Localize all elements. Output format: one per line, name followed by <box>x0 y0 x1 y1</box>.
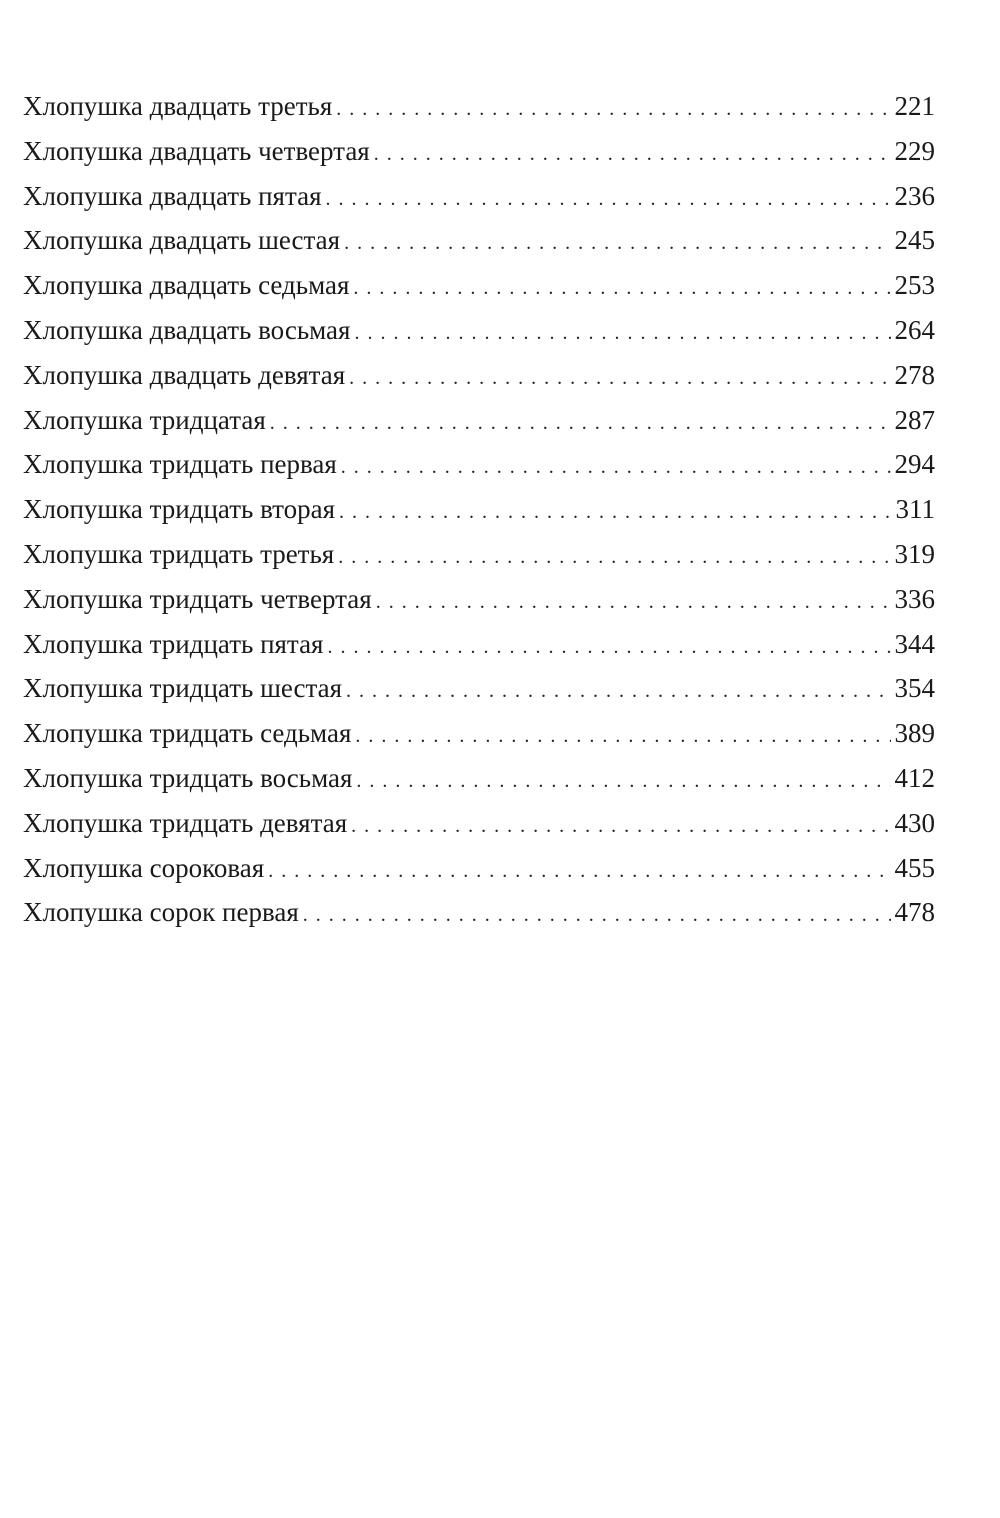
toc-entry-title: Хлопушка тридцать третья <box>23 538 335 569</box>
toc-dot-leader <box>376 580 891 625</box>
toc-entry-title: Хлопушка двадцать шестая <box>23 225 341 256</box>
toc-dot-leader <box>339 490 892 535</box>
toc-entry-title: Хлопушка двадцать четвертая <box>23 135 370 166</box>
toc-entry <box>23 84 935 129</box>
toc-entry-page: 336 <box>894 583 935 614</box>
toc-entry-page: 389 <box>894 718 935 749</box>
toc-dot-leader <box>268 849 890 894</box>
toc-entry-page: 264 <box>894 314 935 345</box>
toc-entry <box>23 756 935 801</box>
toc-entry <box>23 174 935 219</box>
toc-entry <box>23 711 935 756</box>
toc-entry-title: Хлопушка тридцатая <box>23 404 266 435</box>
toc-entry-page: 478 <box>894 897 935 928</box>
table-of-contents <box>23 84 935 935</box>
toc-dot-leader <box>351 804 890 849</box>
toc-entry-page: 294 <box>894 449 935 480</box>
toc-entry-page: 412 <box>894 762 935 793</box>
toc-entry <box>23 398 935 443</box>
toc-entry <box>23 129 935 174</box>
toc-dot-leader <box>355 714 890 759</box>
toc-entry-page: 221 <box>894 91 935 121</box>
toc-entry-page: 253 <box>894 270 935 301</box>
toc-entry-page: 245 <box>894 225 935 256</box>
toc-dot-leader <box>270 401 891 446</box>
toc-dot-leader <box>326 177 891 222</box>
toc-entry-page: 311 <box>895 494 935 525</box>
toc-entry-title: Хлопушка тридцать первая <box>23 449 337 480</box>
toc-entry-page: 236 <box>894 180 935 211</box>
toc-dot-leader <box>303 893 891 938</box>
toc-entry-title: Хлопушка двадцать третья <box>23 91 333 121</box>
toc-entry-title: Хлопушка двадцать седьмая <box>23 270 350 301</box>
toc-entry-title: Хлопушка сороковая <box>23 852 265 883</box>
toc-dot-leader <box>346 669 890 714</box>
toc-entry <box>23 353 935 398</box>
toc-entry-page: 344 <box>894 628 935 659</box>
toc-dot-leader <box>374 132 891 177</box>
toc-entry-title: Хлопушка тридцать четвертая <box>23 583 372 614</box>
toc-entry-title: Хлопушка тридцать вторая <box>23 494 335 525</box>
toc-entry <box>23 622 935 667</box>
toc-entry <box>23 532 935 577</box>
toc-dot-leader <box>349 356 890 401</box>
toc-entry <box>23 846 935 891</box>
toc-entry <box>23 487 935 532</box>
toc-entry-title: Хлопушка двадцать пятая <box>23 180 322 211</box>
toc-entry <box>23 308 935 353</box>
toc-entry-page: 229 <box>894 135 935 166</box>
toc-dot-leader <box>327 625 890 670</box>
toc-entry-title: Хлопушка тридцать седьмая <box>23 718 352 749</box>
toc-entry-page: 287 <box>894 404 935 435</box>
toc-entry-title: Хлопушка сорок первая <box>23 897 299 928</box>
toc-dot-leader <box>356 759 890 804</box>
toc-entry <box>23 890 935 935</box>
toc-entry-page: 354 <box>894 673 935 704</box>
toc-entry-title: Хлопушка тридцать восьмая <box>23 762 353 793</box>
toc-entry <box>23 666 935 711</box>
toc-entry <box>23 263 935 308</box>
toc-entry-page: 455 <box>894 852 935 883</box>
toc-dot-leader <box>354 311 890 356</box>
toc-entry-title: Хлопушка тридцать пятая <box>23 628 324 659</box>
toc-entry <box>23 442 935 487</box>
toc-dot-leader <box>344 221 890 266</box>
toc-entry <box>23 577 935 622</box>
toc-entry-title: Хлопушка тридцать девятая <box>23 807 348 838</box>
toc-entry-page: 278 <box>894 359 935 390</box>
toc-entry <box>23 218 935 263</box>
toc-dot-leader <box>341 445 891 490</box>
toc-dot-leader <box>353 266 890 311</box>
toc-dot-leader <box>336 87 890 132</box>
toc-entry-title: Хлопушка тридцать шестая <box>23 673 343 704</box>
toc-dot-leader <box>338 535 890 580</box>
toc-entry-title: Хлопушка двадцать восьмая <box>23 314 351 345</box>
toc-entry <box>23 801 935 846</box>
toc-entry-page: 319 <box>894 538 935 569</box>
toc-entry-page: 430 <box>894 807 935 838</box>
toc-entry-title: Хлопушка двадцать девятая <box>23 359 346 390</box>
